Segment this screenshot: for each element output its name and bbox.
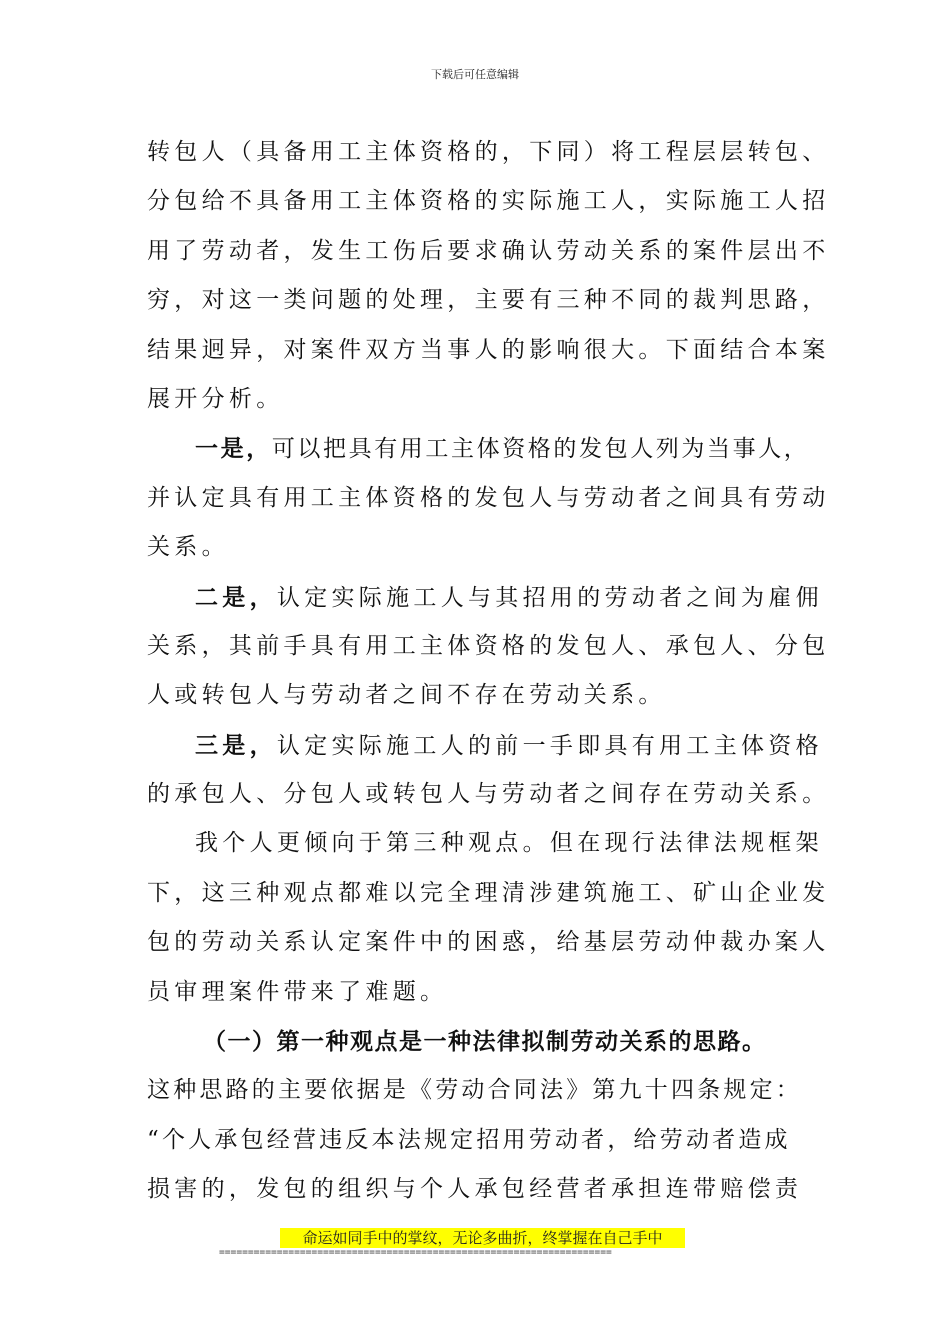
paragraph-line: 转包人（具备用工主体资格的，下同）将工程层层转包、 [147, 139, 830, 165]
paragraph-line: 员审理案件带来了难题。 [147, 978, 448, 1005]
viewpoint-one-line [147, 424, 810, 473]
paragraph-line: 穷，对这一类问题的处理，主要有三种不同的裁判思路， [147, 287, 830, 314]
page-header-note: 下载后可任意编辑 [431, 68, 519, 81]
paragraph-line: 分包给不具备用工主体资格的实际施工人，实际施工人招 [147, 188, 830, 215]
paragraph-line: 这种思路的主要依据是《劳动合同法》第九十四条规定： [147, 1077, 802, 1104]
viewpoint-two-line [147, 573, 823, 622]
viewpoint-three-line [147, 721, 823, 770]
paragraph-line: 人或转包人与劳动者之间不存在劳动关系。 [147, 682, 666, 709]
footer-slogan: 命运如同手中的掌纹，无论多曲折，终掌握在自己手中 [280, 1228, 685, 1248]
paragraph-line: 损害的，发包的组织与个人承包经营者承担连带赔偿责 [147, 1176, 803, 1203]
paragraph-line: 用了劳动者，发生工伤后要求确认劳动关系的案件层出不 [147, 237, 830, 264]
document-body [147, 128, 830, 1215]
viewpoint-two-text: 认定实际施工人与其招用的劳动者之间为雇佣 [276, 584, 823, 611]
viewpoint-one-text: 可以把具有用工主体资格的发包人列为当事人， [271, 436, 810, 463]
paragraph-line: 下，这三种观点都难以完全理清涉建筑施工、矿山企业发 [147, 879, 830, 906]
viewpoint-two-lead: 二是， [195, 583, 277, 611]
paragraph-line: 结果迥异，对案件双方当事人的影响很大。下面结合本案 [147, 336, 830, 363]
footer-divider: ==================================================================== [219, 1247, 612, 1258]
viewpoint-three-text: 认定实际施工人的前一手即具有用工主体资格 [276, 732, 823, 759]
paragraph-line: 的承包人、分包人或转包人与劳动者之间存在劳动关系。 [147, 781, 830, 808]
paragraph-line: 包的劳动关系认定案件中的困惑，给基层劳动仲裁办案人 [147, 929, 830, 956]
paragraph-line: “个人承包经营违反本法规定招用劳动者，给劳动者造成 [147, 1126, 791, 1153]
paragraph-line: 我个人更倾向于第三种观点。但在现行法律法规框架 [195, 830, 823, 857]
paragraph-line: 关系，其前手具有用工主体资格的发包人、承包人、分包 [147, 632, 830, 659]
viewpoint-one-lead: 一是， [195, 435, 272, 463]
paragraph-line: 并认定具有用工主体资格的发包人与劳动者之间具有劳动 [147, 484, 830, 511]
paragraph-line: 关系。 [147, 534, 229, 561]
viewpoint-three-lead: 三是， [195, 731, 277, 759]
section-heading: （一）第一种观点是一种法律拟制劳动关系的思路。 [203, 1028, 767, 1056]
paragraph-line: 展开分析。 [147, 385, 284, 412]
